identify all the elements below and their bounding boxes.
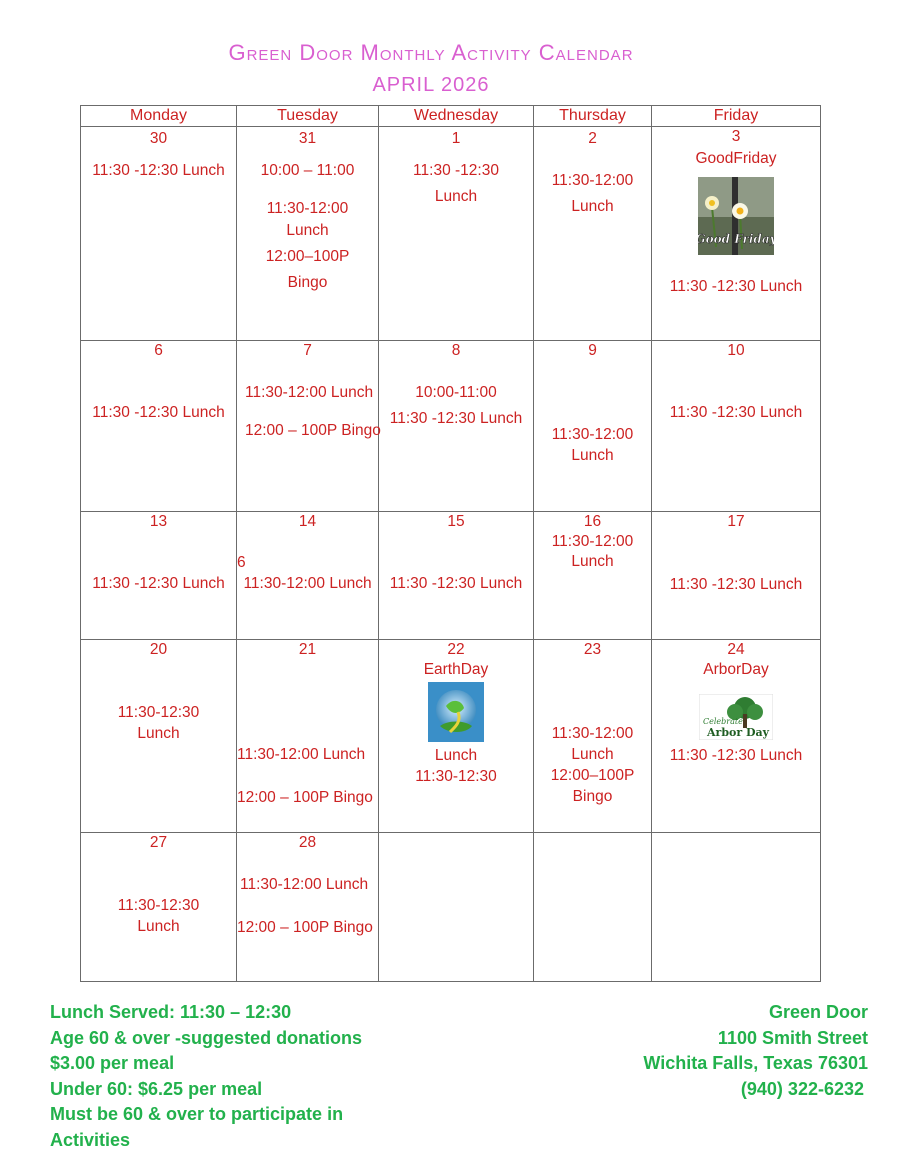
empty-day-cell [379, 833, 534, 982]
day-number: 17 [727, 513, 745, 530]
day-number: 13 [149, 513, 168, 530]
day-cell [534, 127, 652, 341]
day-number: 2 [588, 130, 597, 147]
activity-text: Lunch [571, 198, 614, 215]
activity-text: 12:00 – 100P Bingo [245, 422, 381, 439]
activity-text: Lunch [286, 222, 329, 239]
activity-text: 11:30-12:00 [266, 200, 349, 217]
day-cell [81, 127, 237, 341]
day-number: 20 [149, 641, 168, 658]
day-cell [237, 833, 379, 982]
activity-text: 11:30 -12:30 Lunch [92, 162, 225, 179]
day-number: 30 [149, 130, 168, 147]
weekday-friday: Friday [652, 106, 821, 127]
org-name: Green Door [768, 1002, 868, 1022]
day-cell [237, 341, 379, 512]
day-number: 1 [451, 130, 461, 147]
meal-price-line: $3.00 per meal [50, 1053, 175, 1073]
activity-text: 11:30-12:00 Lunch [243, 575, 372, 592]
calendar-grid [80, 105, 821, 982]
day-cell [379, 640, 534, 833]
day-number: 15 [447, 513, 465, 530]
activity-text: 12:00–100P [550, 767, 635, 784]
weekday-header-row [81, 106, 821, 127]
activity-text: 11:30 -12:30 Lunch [389, 575, 523, 592]
under-60-price-line: Under 60: $6.25 per meal [50, 1078, 263, 1099]
day-number: 24 [727, 641, 745, 658]
participation-line: Must be 60 & over to participate in [50, 1104, 344, 1124]
activity-text: Bingo [572, 788, 613, 805]
arbor-day-image [699, 694, 773, 740]
day-cell [534, 512, 652, 640]
day-cell [652, 512, 821, 640]
activity-text: Lunch [137, 918, 180, 935]
day-cell [81, 512, 237, 640]
activity-text: 12:00–100P [265, 248, 350, 265]
activity-text: 11:30-12:00 Lunch [237, 746, 366, 763]
contact-address [643, 1000, 868, 1102]
activity-text: 12:00 – 100P Bingo [237, 789, 373, 806]
day-number: 22 [447, 641, 465, 658]
day-cell [237, 512, 379, 640]
weekday-tuesday: Tuesday [237, 106, 379, 127]
activity-text: 11:30 -12:30 Lunch [389, 410, 523, 427]
participation-line-2: Activities [50, 1129, 131, 1150]
street-address: 1100 Smith Street [717, 1027, 868, 1048]
activity-text: 12:00 – 100P Bingo [237, 919, 373, 936]
calendar-title: Green Door Monthly Activity Calendar [228, 40, 634, 65]
activity-text: Lunch [434, 747, 478, 764]
day-number: 21 [298, 641, 317, 658]
day-number: 7 [303, 342, 312, 359]
day-cell [237, 127, 379, 341]
day-number: 28 [298, 834, 317, 851]
weekday-monday: Monday [81, 106, 237, 127]
activity-text: Lunch [571, 447, 614, 464]
day-cell [237, 640, 379, 833]
donation-line: Age 60 & over -suggested donations [50, 1027, 363, 1048]
phone-number: (940) 322-6232 [740, 1078, 864, 1099]
lunch-info [50, 1000, 362, 1153]
day-cell [379, 341, 534, 512]
day-cell [652, 640, 821, 833]
good-friday-image [698, 177, 774, 255]
day-cell [81, 833, 237, 982]
day-number: 8 [451, 342, 461, 359]
holiday-label: GoodFriday [695, 150, 777, 167]
empty-day-cell [652, 833, 821, 982]
activity-text: 11:30 -12:30 [413, 162, 499, 179]
day-number: 14 [298, 513, 317, 530]
activity-text: 6 [237, 554, 246, 571]
activity-text: 11:30-12:30 [117, 704, 200, 721]
day-number: 10 [727, 342, 745, 359]
day-cell [652, 341, 821, 512]
week-row [81, 833, 821, 982]
holiday-label: ArborDay [703, 661, 769, 678]
activity-text: 11:30 -12:30 Lunch [669, 747, 803, 764]
calendar-month: APRIL 2026 [372, 74, 490, 96]
day-number: 6 [154, 342, 163, 359]
week-row [81, 640, 821, 833]
arbor-day-logo-title: Arbor Day [707, 726, 770, 739]
activity-text: Lunch [434, 188, 478, 205]
activity-text: 11:30 -12:30 Lunch [92, 404, 225, 421]
activity-text: 11:30-12:30 [415, 768, 497, 785]
day-number: 3 [731, 128, 741, 145]
activity-text: 11:30-12:00 Lunch [240, 876, 369, 893]
activity-text: Lunch [571, 746, 614, 763]
activity-text: Bingo [287, 274, 328, 291]
week-row [81, 512, 821, 640]
day-cell [379, 127, 534, 341]
arbor-day-logo-text: Celebrate [703, 717, 743, 726]
day-cell [534, 341, 652, 512]
lunch-served-line: Lunch Served: 11:30 – 12:30 [50, 1002, 292, 1022]
activity-text: 11:30-12:30 [117, 897, 200, 914]
activity-text: 11:30-12:00 Lunch [245, 384, 374, 401]
activity-text: 11:30 -12:30 Lunch [92, 575, 225, 592]
activity-text: 11:30 -12:30 Lunch [669, 278, 803, 295]
day-number: 23 [583, 641, 602, 658]
week-row [81, 341, 821, 512]
activity-text: 11:30-12:00 [551, 426, 634, 443]
day-cell [534, 640, 652, 833]
earth-day-image [428, 682, 484, 742]
activity-text: 11:30-12:00 [551, 533, 634, 550]
activity-text: 11:30-12:00 [551, 725, 634, 742]
activity-text: 11:30 -12:30 Lunch [669, 404, 803, 421]
day-cell [379, 512, 534, 640]
good-friday-logo-text: Good Friday [698, 232, 774, 246]
day-number: 31 [298, 130, 317, 147]
weekday-thursday: Thursday [534, 106, 652, 127]
weekday-wednesday: Wednesday [379, 106, 534, 127]
day-number: 16 [583, 513, 602, 530]
activity-text: 10:00 – 11:00 [260, 162, 355, 179]
empty-day-cell [534, 833, 652, 982]
city-state-zip: Wichita Falls, Texas 76301 [643, 1053, 868, 1073]
activity-text: Lunch [137, 725, 180, 742]
activity-text: 10:00-11:00 [415, 384, 497, 401]
day-cell [652, 127, 821, 341]
activity-text: 11:30 -12:30 Lunch [669, 576, 803, 593]
week-row [81, 127, 821, 341]
holiday-label: EarthDay [423, 661, 489, 678]
activity-text: Lunch [571, 553, 614, 570]
activity-text: 11:30-12:00 [551, 172, 634, 189]
day-number: 9 [588, 342, 597, 359]
day-number: 27 [149, 834, 168, 851]
day-cell [81, 341, 237, 512]
day-cell [81, 640, 237, 833]
